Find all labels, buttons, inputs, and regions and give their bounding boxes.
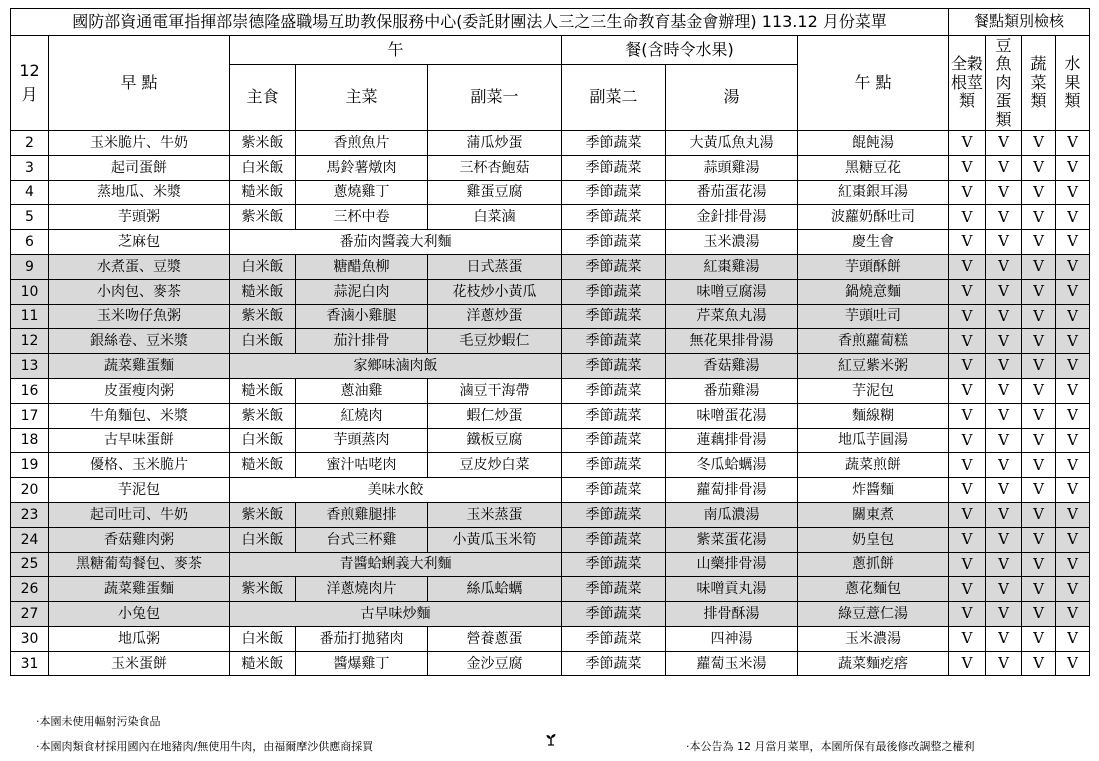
soup-cell: 蘿蔔玉米湯 <box>666 651 798 676</box>
menu-row <box>11 403 1090 428</box>
staple-cell: 白米飯 <box>230 428 296 453</box>
vegetable-check-cell: V <box>1022 329 1056 354</box>
protein-check-cell: V <box>986 577 1022 602</box>
side-dish-1-cell: 蝦仁炒蛋 <box>428 403 562 428</box>
vegetable-check-cell: V <box>1022 478 1056 503</box>
staple-cell: 紫米飯 <box>230 502 296 527</box>
afternoon-snack-cell: 麵線糊 <box>798 403 949 428</box>
main-dish-cell: 香滷小雞腿 <box>296 304 428 329</box>
main-dish-header: 主菜 <box>296 64 428 130</box>
breakfast-cell: 起司蛋餅 <box>49 155 230 180</box>
afternoon-snack-cell: 芋頭吐司 <box>798 304 949 329</box>
soup-header: 湯 <box>666 64 798 130</box>
side-dish-2-cell: 季節蔬菜 <box>562 478 666 503</box>
lunch-combined-cell: 古早味炒麵 <box>230 602 562 627</box>
menu-row <box>11 329 1090 354</box>
soup-cell: 玉米濃湯 <box>666 230 798 255</box>
staple-cell: 糙米飯 <box>230 378 296 403</box>
vegetable-check-cell: V <box>1022 527 1056 552</box>
day-cell: 18 <box>11 428 49 453</box>
soup-cell: 番茄雞湯 <box>666 378 798 403</box>
menu-row <box>11 478 1090 503</box>
day-cell: 9 <box>11 254 49 279</box>
menu-row <box>11 428 1090 453</box>
side-dish-1-cell: 金沙豆腐 <box>428 651 562 676</box>
soup-cell: 蒜頭雞湯 <box>666 155 798 180</box>
afternoon-snack-cell: 慶生會 <box>798 230 949 255</box>
staple-cell: 糙米飯 <box>230 453 296 478</box>
vegetable-check-cell: V <box>1022 205 1056 230</box>
afternoon-snack-cell: 芋泥包 <box>798 378 949 403</box>
fruit-check-cell: V <box>1056 527 1090 552</box>
day-cell: 3 <box>11 155 49 180</box>
breakfast-cell: 香菇雞肉粥 <box>49 527 230 552</box>
breakfast-cell: 水煮蛋、豆漿 <box>49 254 230 279</box>
main-dish-cell: 茄汁排骨 <box>296 329 428 354</box>
grains-check-cell: V <box>949 577 986 602</box>
side-dish-1-cell: 鐵板豆腐 <box>428 428 562 453</box>
afternoon-snack-cell: 香煎蘿蔔糕 <box>798 329 949 354</box>
day-cell: 24 <box>11 527 49 552</box>
lunch-combined-cell: 青醬蛤蜊義大利麵 <box>230 552 562 577</box>
protein-check-cell: V <box>986 354 1022 379</box>
side-dish-2-cell: 季節蔬菜 <box>562 304 666 329</box>
fruit-check-cell: V <box>1056 155 1090 180</box>
day-cell: 5 <box>11 205 49 230</box>
day-cell: 16 <box>11 378 49 403</box>
afternoon-snack-cell: 綠豆薏仁湯 <box>798 602 949 627</box>
side-dish-2-cell: 季節蔬菜 <box>562 453 666 478</box>
staple-cell: 白米飯 <box>230 329 296 354</box>
side-dish-2-cell: 季節蔬菜 <box>562 577 666 602</box>
main-dish-cell: 醬爆雞丁 <box>296 651 428 676</box>
breakfast-header: 早 點 <box>49 36 230 131</box>
fruit-check-cell: V <box>1056 651 1090 676</box>
afternoon-snack-cell: 關東煮 <box>798 502 949 527</box>
soup-cell: 芹菜魚丸湯 <box>666 304 798 329</box>
grains-check-cell: V <box>949 354 986 379</box>
main-dish-cell: 芋頭蒸肉 <box>296 428 428 453</box>
grains-check-cell: V <box>949 205 986 230</box>
breakfast-cell: 芝麻包 <box>49 230 230 255</box>
soup-cell: 味噌貢丸湯 <box>666 577 798 602</box>
soup-cell: 味噌蛋花湯 <box>666 403 798 428</box>
vegetable-check-cell: V <box>1022 378 1056 403</box>
protein-check-cell: V <box>986 552 1022 577</box>
staple-cell: 白米飯 <box>230 626 296 651</box>
protein-check-cell: V <box>986 254 1022 279</box>
main-dish-cell: 蜜汁咕咾肉 <box>296 453 428 478</box>
side-dish-1-cell: 蒲瓜炒蛋 <box>428 130 562 155</box>
breakfast-cell: 小肉包、麥茶 <box>49 279 230 304</box>
staple-header: 主食 <box>230 64 296 130</box>
day-cell: 11 <box>11 304 49 329</box>
side-dish-2-cell: 季節蔬菜 <box>562 602 666 627</box>
lunch-header-left: 午 <box>230 36 562 65</box>
fruit-check-cell: V <box>1056 180 1090 205</box>
afternoon-snack-cell: 紅棗銀耳湯 <box>798 180 949 205</box>
lunch-combined-cell: 家鄉味滷肉飯 <box>230 354 562 379</box>
main-dish-cell: 洋蔥燒肉片 <box>296 577 428 602</box>
side-dish-2-cell: 季節蔬菜 <box>562 552 666 577</box>
side-dish-2-cell: 季節蔬菜 <box>562 155 666 180</box>
afternoon-snack-cell: 地瓜芋圓湯 <box>798 428 949 453</box>
fruit-check-cell: V <box>1056 205 1090 230</box>
category-check-title: 餐點類別檢核 <box>949 9 1090 36</box>
vegetable-check-cell: V <box>1022 304 1056 329</box>
fruit-check-cell: V <box>1056 354 1090 379</box>
soup-cell: 紫菜蛋花湯 <box>666 527 798 552</box>
breakfast-cell: 芋泥包 <box>49 478 230 503</box>
staple-cell: 糙米飯 <box>230 651 296 676</box>
footer-note-meat-source: ·本園肉類食材採用國內在地豬肉/無使用牛肉，由福爾摩沙供應商採買 <box>36 740 374 753</box>
vegetable-check-cell: V <box>1022 279 1056 304</box>
vegetable-check-cell: V <box>1022 577 1056 602</box>
staple-cell: 紫米飯 <box>230 304 296 329</box>
grains-check-cell: V <box>949 527 986 552</box>
day-cell: 17 <box>11 403 49 428</box>
soup-cell: 味噌豆腐湯 <box>666 279 798 304</box>
vegetable-check-cell: V <box>1022 602 1056 627</box>
lunch-combined-cell: 番茄肉醬義大利麵 <box>230 230 562 255</box>
menu-row <box>11 626 1090 651</box>
staple-cell: 白米飯 <box>230 155 296 180</box>
grains-check-cell: V <box>949 230 986 255</box>
staple-cell: 糙米飯 <box>230 180 296 205</box>
vegetable-check-cell: V <box>1022 626 1056 651</box>
lunch-combined-cell: 美味水餃 <box>230 478 562 503</box>
side-dish-2-cell: 季節蔬菜 <box>562 378 666 403</box>
day-cell: 23 <box>11 502 49 527</box>
month-header: 12 月 <box>11 36 49 131</box>
grains-check-cell: V <box>949 378 986 403</box>
menu-row <box>11 130 1090 155</box>
staple-cell: 紫米飯 <box>230 403 296 428</box>
grains-check-cell: V <box>949 478 986 503</box>
vegetable-check-cell: V <box>1022 180 1056 205</box>
menu-body <box>11 130 1090 676</box>
vegetable-check-cell: V <box>1022 403 1056 428</box>
soup-cell: 香菇雞湯 <box>666 354 798 379</box>
fruit-check-cell: V <box>1056 329 1090 354</box>
protein-check-cell: V <box>986 403 1022 428</box>
side-dish-2-cell: 季節蔬菜 <box>562 230 666 255</box>
grains-check-cell: V <box>949 453 986 478</box>
breakfast-cell: 芋頭粥 <box>49 205 230 230</box>
vegetable-check-cell: V <box>1022 354 1056 379</box>
side-dish-1-cell: 花枝炒小黃瓜 <box>428 279 562 304</box>
fruit-check-cell: V <box>1056 502 1090 527</box>
day-cell: 13 <box>11 354 49 379</box>
afternoon-snack-cell: 餛飩湯 <box>798 130 949 155</box>
vegetable-check-cell: V <box>1022 552 1056 577</box>
side-dish-2-cell: 季節蔬菜 <box>562 651 666 676</box>
side-dish-2-cell: 季節蔬菜 <box>562 279 666 304</box>
fruit-check-cell: V <box>1056 453 1090 478</box>
day-cell: 20 <box>11 478 49 503</box>
main-dish-cell: 紅燒肉 <box>296 403 428 428</box>
day-cell: 25 <box>11 552 49 577</box>
soup-cell: 大黃瓜魚丸湯 <box>666 130 798 155</box>
afternoon-snack-cell: 紅豆紫米粥 <box>798 354 949 379</box>
fruit-check-cell: V <box>1056 403 1090 428</box>
vegetable-check-cell: V <box>1022 254 1056 279</box>
afternoon-snack-cell: 蔬菜煎餅 <box>798 453 949 478</box>
side-dish-1-cell: 雞蛋豆腐 <box>428 180 562 205</box>
day-cell: 4 <box>11 180 49 205</box>
grains-check-cell: V <box>949 254 986 279</box>
side-dish-2-cell: 季節蔬菜 <box>562 254 666 279</box>
menu-title: 國防部資通電軍指揮部崇德隆盛職場互助教保服務中心(委託財團法人三之三生命教育基金會辦理) 113.12 月份菜單 <box>11 9 949 36</box>
side-dish-2-cell: 季節蔬菜 <box>562 354 666 379</box>
grains-check-cell: V <box>949 651 986 676</box>
side-dish-2-cell: 季節蔬菜 <box>562 502 666 527</box>
day-cell: 12 <box>11 329 49 354</box>
protein-check-cell: V <box>986 527 1022 552</box>
menu-row <box>11 254 1090 279</box>
day-cell: 30 <box>11 626 49 651</box>
menu-row <box>11 279 1090 304</box>
grains-check-cell: V <box>949 602 986 627</box>
protein-check-cell: V <box>986 378 1022 403</box>
soup-cell: 山藥排骨湯 <box>666 552 798 577</box>
side-dish-2-cell: 季節蔬菜 <box>562 180 666 205</box>
main-dish-cell: 糖醋魚柳 <box>296 254 428 279</box>
protein-check-cell: V <box>986 502 1022 527</box>
main-dish-cell: 台式三杯雞 <box>296 527 428 552</box>
main-dish-cell: 香煎雞腿排 <box>296 502 428 527</box>
main-dish-cell: 蔥油雞 <box>296 378 428 403</box>
grains-check-cell: V <box>949 130 986 155</box>
side-dish-1-cell: 豆皮炒白菜 <box>428 453 562 478</box>
main-dish-cell: 三杯中卷 <box>296 205 428 230</box>
protein-check-cell: V <box>986 180 1022 205</box>
afternoon-snack-cell: 奶皇包 <box>798 527 949 552</box>
side-dish-1-cell: 絲瓜蛤蠣 <box>428 577 562 602</box>
menu-row <box>11 180 1090 205</box>
side-dish-1-cell: 毛豆炒蝦仁 <box>428 329 562 354</box>
protein-check-cell: V <box>986 304 1022 329</box>
menu-table <box>10 8 1090 676</box>
side-dish-2-cell: 季節蔬菜 <box>562 130 666 155</box>
day-cell: 27 <box>11 602 49 627</box>
day-cell: 19 <box>11 453 49 478</box>
protein-header: 豆魚肉蛋類 <box>986 36 1022 131</box>
afternoon-snack-cell: 炸醬麵 <box>798 478 949 503</box>
vegetable-check-cell: V <box>1022 428 1056 453</box>
side-dish-1-cell: 洋蔥炒蛋 <box>428 304 562 329</box>
staple-cell: 糙米飯 <box>230 279 296 304</box>
grains-header: 全穀根莖類 <box>949 36 986 131</box>
fruit-check-cell: V <box>1056 626 1090 651</box>
menu-row <box>11 527 1090 552</box>
main-dish-cell: 番茄打拋豬肉 <box>296 626 428 651</box>
fruit-check-cell: V <box>1056 428 1090 453</box>
grains-check-cell: V <box>949 552 986 577</box>
soup-cell: 四神湯 <box>666 626 798 651</box>
footer-note-radiation: ·本園未使用輻射污染食品 <box>36 715 161 728</box>
lunch-header-right: 餐(含時令水果) <box>562 36 798 65</box>
afternoon-snack-cell: 蔬菜麵疙瘩 <box>798 651 949 676</box>
grains-check-cell: V <box>949 403 986 428</box>
breakfast-cell: 蔬菜雞蛋麵 <box>49 577 230 602</box>
side-dish-1-cell: 小黃瓜玉米筍 <box>428 527 562 552</box>
soup-cell: 番茄蛋花湯 <box>666 180 798 205</box>
side-dish-2-cell: 季節蔬菜 <box>562 428 666 453</box>
breakfast-cell: 玉米脆片、牛奶 <box>49 130 230 155</box>
breakfast-cell: 地瓜粥 <box>49 626 230 651</box>
vegetable-check-cell: V <box>1022 130 1056 155</box>
day-cell: 10 <box>11 279 49 304</box>
afternoon-snack-cell: 芋頭酥餅 <box>798 254 949 279</box>
grains-check-cell: V <box>949 428 986 453</box>
grains-check-cell: V <box>949 180 986 205</box>
breakfast-cell: 銀絲卷、豆米漿 <box>49 329 230 354</box>
menu-row <box>11 205 1090 230</box>
fruit-check-cell: V <box>1056 478 1090 503</box>
sprout-icon <box>544 732 558 746</box>
staple-cell: 白米飯 <box>230 254 296 279</box>
fruit-check-cell: V <box>1056 230 1090 255</box>
side-dish-1-cell: 白菜滷 <box>428 205 562 230</box>
protein-check-cell: V <box>986 453 1022 478</box>
menu-row <box>11 453 1090 478</box>
fruit-check-cell: V <box>1056 577 1090 602</box>
breakfast-cell: 黑糖葡萄餐包、麥茶 <box>49 552 230 577</box>
menu-row <box>11 602 1090 627</box>
protein-check-cell: V <box>986 478 1022 503</box>
soup-cell: 南瓜濃湯 <box>666 502 798 527</box>
afternoon-snack-cell: 黑糖豆花 <box>798 155 949 180</box>
protein-check-cell: V <box>986 130 1022 155</box>
breakfast-cell: 蒸地瓜、米漿 <box>49 180 230 205</box>
breakfast-cell: 起司吐司、牛奶 <box>49 502 230 527</box>
afternoon-snack-cell: 鍋燒意麵 <box>798 279 949 304</box>
grains-check-cell: V <box>949 502 986 527</box>
soup-cell: 蓮藕排骨湯 <box>666 428 798 453</box>
vegetable-header: 蔬菜類 <box>1022 36 1056 131</box>
grains-check-cell: V <box>949 279 986 304</box>
fruit-check-cell: V <box>1056 378 1090 403</box>
menu-row <box>11 651 1090 676</box>
protein-check-cell: V <box>986 329 1022 354</box>
protein-check-cell: V <box>986 155 1022 180</box>
protein-check-cell: V <box>986 205 1022 230</box>
vegetable-check-cell: V <box>1022 155 1056 180</box>
breakfast-cell: 優格、玉米脆片 <box>49 453 230 478</box>
breakfast-cell: 皮蛋瘦肉粥 <box>49 378 230 403</box>
staple-cell: 紫米飯 <box>230 205 296 230</box>
main-dish-cell: 蒜泥白肉 <box>296 279 428 304</box>
fruit-check-cell: V <box>1056 279 1090 304</box>
menu-row <box>11 577 1090 602</box>
fruit-check-cell: V <box>1056 602 1090 627</box>
protein-check-cell: V <box>986 279 1022 304</box>
side-dish-1-cell: 營養蔥蛋 <box>428 626 562 651</box>
grains-check-cell: V <box>949 304 986 329</box>
menu-row <box>11 378 1090 403</box>
protein-check-cell: V <box>986 230 1022 255</box>
footer-note-rights: ·本公告為 12 月當月菜單，本園所保有最後修改調整之權利 <box>686 740 975 753</box>
afternoon-snack-cell: 蔥花麵包 <box>798 577 949 602</box>
breakfast-cell: 古早味蛋餅 <box>49 428 230 453</box>
protein-check-cell: V <box>986 602 1022 627</box>
side-dish-1-cell: 滷豆干海帶 <box>428 378 562 403</box>
afternoon-snack-header: 午 點 <box>798 36 949 131</box>
side-dish-1-header: 副菜一 <box>428 64 562 130</box>
fruit-check-cell: V <box>1056 552 1090 577</box>
soup-cell: 金針排骨湯 <box>666 205 798 230</box>
protein-check-cell: V <box>986 651 1022 676</box>
menu-row <box>11 230 1090 255</box>
side-dish-2-header: 副菜二 <box>562 64 666 130</box>
afternoon-snack-cell: 蔥抓餅 <box>798 552 949 577</box>
side-dish-2-cell: 季節蔬菜 <box>562 527 666 552</box>
soup-cell: 無花果排骨湯 <box>666 329 798 354</box>
grains-check-cell: V <box>949 155 986 180</box>
vegetable-check-cell: V <box>1022 651 1056 676</box>
protein-check-cell: V <box>986 626 1022 651</box>
menu-row <box>11 155 1090 180</box>
staple-cell: 紫米飯 <box>230 130 296 155</box>
side-dish-2-cell: 季節蔬菜 <box>562 626 666 651</box>
day-cell: 31 <box>11 651 49 676</box>
afternoon-snack-cell: 波蘿奶酥吐司 <box>798 205 949 230</box>
side-dish-1-cell: 玉米蒸蛋 <box>428 502 562 527</box>
side-dish-2-cell: 季節蔬菜 <box>562 403 666 428</box>
fruit-check-cell: V <box>1056 304 1090 329</box>
fruit-header: 水果類 <box>1056 36 1090 131</box>
breakfast-cell: 蔬菜雞蛋麵 <box>49 354 230 379</box>
side-dish-2-cell: 季節蔬菜 <box>562 329 666 354</box>
vegetable-check-cell: V <box>1022 502 1056 527</box>
main-dish-cell: 馬鈴薯燉肉 <box>296 155 428 180</box>
afternoon-snack-cell: 玉米濃湯 <box>798 626 949 651</box>
breakfast-cell: 小兔包 <box>49 602 230 627</box>
grains-check-cell: V <box>949 626 986 651</box>
soup-cell: 紅棗雞湯 <box>666 254 798 279</box>
breakfast-cell: 牛角麵包、米漿 <box>49 403 230 428</box>
soup-cell: 冬瓜蛤蠣湯 <box>666 453 798 478</box>
menu-row <box>11 304 1090 329</box>
fruit-check-cell: V <box>1056 254 1090 279</box>
side-dish-1-cell: 三杯杏鮑菇 <box>428 155 562 180</box>
grains-check-cell: V <box>949 329 986 354</box>
day-cell: 6 <box>11 230 49 255</box>
day-cell: 26 <box>11 577 49 602</box>
menu-row <box>11 552 1090 577</box>
side-dish-2-cell: 季節蔬菜 <box>562 205 666 230</box>
protein-check-cell: V <box>986 428 1022 453</box>
vegetable-check-cell: V <box>1022 230 1056 255</box>
vegetable-check-cell: V <box>1022 453 1056 478</box>
side-dish-1-cell: 日式蒸蛋 <box>428 254 562 279</box>
main-dish-cell: 蔥燒雞丁 <box>296 180 428 205</box>
main-dish-cell: 香煎魚片 <box>296 130 428 155</box>
day-cell: 2 <box>11 130 49 155</box>
staple-cell: 白米飯 <box>230 527 296 552</box>
breakfast-cell: 玉米吻仔魚粥 <box>49 304 230 329</box>
fruit-check-cell: V <box>1056 130 1090 155</box>
soup-cell: 蘿蔔排骨湯 <box>666 478 798 503</box>
menu-row <box>11 354 1090 379</box>
staple-cell: 紫米飯 <box>230 577 296 602</box>
breakfast-cell: 玉米蛋餅 <box>49 651 230 676</box>
soup-cell: 排骨酥湯 <box>666 602 798 627</box>
menu-row <box>11 502 1090 527</box>
